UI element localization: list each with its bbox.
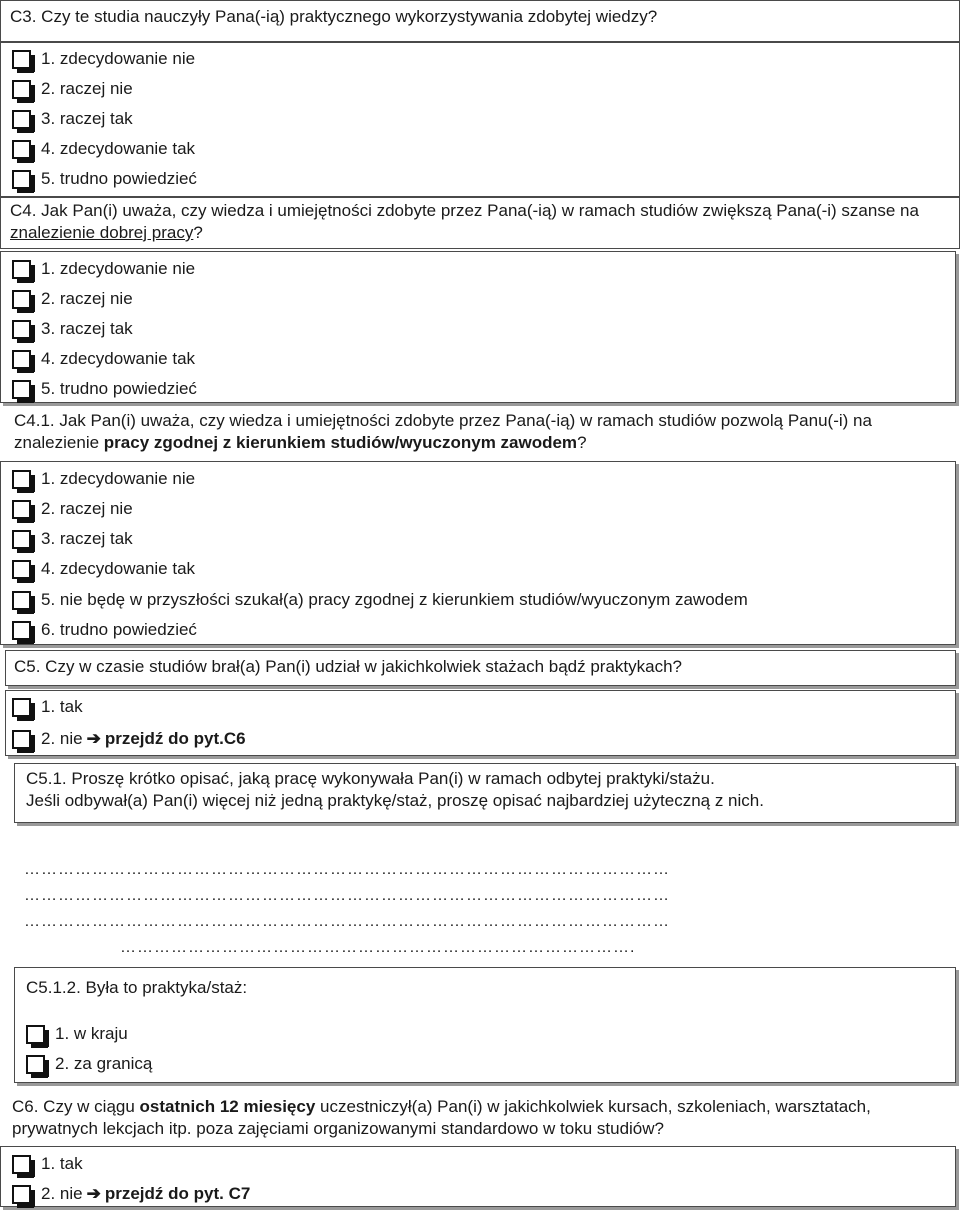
c3-option-3[interactable]: 3. raczej tak xyxy=(12,104,133,134)
c4-option-3[interactable]: 3. raczej tak xyxy=(12,314,133,344)
c6-option-1[interactable]: 1. tak xyxy=(12,1149,83,1179)
checkbox-icon[interactable] xyxy=(12,500,31,519)
c41-option-6[interactable]: 6. trudno powiedzieć xyxy=(12,615,197,645)
checkbox-icon[interactable] xyxy=(12,380,31,399)
c3-option-1[interactable]: 1. zdecydowanie nie xyxy=(12,44,195,74)
checkbox-icon[interactable] xyxy=(12,591,31,610)
c512-question: C5.1.2. Była to praktyka/staż: xyxy=(26,978,248,997)
checkbox-icon[interactable] xyxy=(12,1155,31,1174)
c3-option-5[interactable]: 5. trudno powiedzieć xyxy=(12,164,197,194)
checkbox-icon[interactable] xyxy=(12,260,31,279)
checkbox-icon[interactable] xyxy=(12,530,31,549)
c41-option-4[interactable]: 4. zdecydowanie tak xyxy=(12,554,195,584)
checkbox-icon[interactable] xyxy=(12,1185,31,1204)
c51-answer-line-4[interactable]: ………………………………………………………………………………. xyxy=(120,939,636,956)
c512-option-1[interactable]: 1. w kraju xyxy=(26,1019,128,1049)
checkbox-icon[interactable] xyxy=(12,110,31,129)
checkbox-icon[interactable] xyxy=(12,50,31,69)
c4-option-1[interactable]: 1. zdecydowanie nie xyxy=(12,254,195,284)
c51-answer-line-3[interactable]: …………………………………………………………………………………………………… xyxy=(24,913,670,930)
arrow-right-icon: ➔ xyxy=(86,1184,101,1203)
c5-option-2[interactable]: 2. nie ➔ przejdź do pyt.C6 xyxy=(12,724,246,754)
checkbox-icon[interactable] xyxy=(12,350,31,369)
checkbox-icon[interactable] xyxy=(12,320,31,339)
c6-question-bold: ostatnich 12 miesięcy xyxy=(139,1097,316,1116)
c4-option-2[interactable]: 2. raczej nie xyxy=(12,284,133,314)
c41-question-bold: pracy zgodnej z kierunkiem studiów/wyuczonym zawodem xyxy=(103,433,578,452)
c3-question: C3. Czy te studia nauczyły Pana(-ią) praktycznego wykorzystywania zdobytej wiedzy? xyxy=(10,7,658,26)
arrow-right-icon: ➔ xyxy=(86,729,101,748)
c4-option-4[interactable]: 4. zdecydowanie tak xyxy=(12,344,195,374)
checkbox-icon[interactable] xyxy=(12,698,31,717)
checkbox-icon[interactable] xyxy=(12,621,31,640)
c5-question: C5. Czy w czasie studiów brał(a) Pan(i) udział w jakichkolwiek stażach bądź praktykach? xyxy=(14,657,682,676)
checkbox-icon[interactable] xyxy=(12,170,31,189)
c6-skip-instruction: przejdź do pyt. C7 xyxy=(104,1184,251,1203)
c51-answer-line-1[interactable]: …………………………………………………………………………………………………… xyxy=(24,861,670,878)
c51-answer-line-2[interactable]: …………………………………………………………………………………………………… xyxy=(24,887,670,904)
checkbox-icon[interactable] xyxy=(12,80,31,99)
c51-question-line2: Jeśli odbywał(a) Pan(i) więcej niż jedną praktykę/staż, proszę opisać najbardziej użyteczną z nich. xyxy=(26,791,764,810)
checkbox-icon[interactable] xyxy=(12,730,31,749)
checkbox-icon[interactable] xyxy=(26,1055,45,1074)
c512-option-2[interactable]: 2. za granicą xyxy=(26,1049,152,1079)
c3-option-4[interactable]: 4. zdecydowanie tak xyxy=(12,134,195,164)
c5-skip-instruction: przejdź do pyt.C6 xyxy=(104,729,246,748)
c41-question: C4.1. Jak Pan(i) uważa, czy wiedza i umiejętności zdobyte przez Pana(-ią) w ramach studiów pozwolą Panu(-i) na znalezienie pracy zgodnej z kierunkiem studiów/wyuczonym zawodem? xyxy=(14,411,872,452)
c3-option-2[interactable]: 2. raczej nie xyxy=(12,74,133,104)
c4-question: C4. Jak Pan(i) uważa, czy wiedza i umiejętności zdobyte przez Pana(-ią) w ramach studiów zwiększą Pana(-i) szanse na znalezienie dobrej pracy? xyxy=(10,201,919,242)
checkbox-icon[interactable] xyxy=(26,1025,45,1044)
c41-option-5[interactable]: 5. nie będę w przyszłości szukał(a) pracy zgodnej z kierunkiem studiów/wyuczonym zawodem xyxy=(12,585,748,615)
c41-option-1[interactable]: 1. zdecydowanie nie xyxy=(12,464,195,494)
checkbox-icon[interactable] xyxy=(12,290,31,309)
checkbox-icon[interactable] xyxy=(12,560,31,579)
c41-option-3[interactable]: 3. raczej tak xyxy=(12,524,133,554)
c41-option-2[interactable]: 2. raczej nie xyxy=(12,494,133,524)
checkbox-icon[interactable] xyxy=(12,140,31,159)
c5-option-1[interactable]: 1. tak xyxy=(12,692,83,722)
c4-question-underlined: znalezienie dobrej pracy xyxy=(10,223,194,242)
c6-question: C6. Czy w ciągu ostatnich 12 miesięcy uczestniczył(a) Pan(i) w jakichkolwiek kursach, szkoleniach, warsztatach, prywatnych lekcjach itp. poza zajęciami organizowanymi standardowo w toku studiów? xyxy=(12,1097,871,1138)
c6-option-2[interactable]: 2. nie ➔ przejdź do pyt. C7 xyxy=(12,1179,250,1209)
c4-option-5[interactable]: 5. trudno powiedzieć xyxy=(12,374,197,404)
c51-question-line1: C5.1. Proszę krótko opisać, jaką pracę wykonywała Pan(i) w ramach odbytej praktyki/stażu. xyxy=(26,769,715,788)
checkbox-icon[interactable] xyxy=(12,470,31,489)
